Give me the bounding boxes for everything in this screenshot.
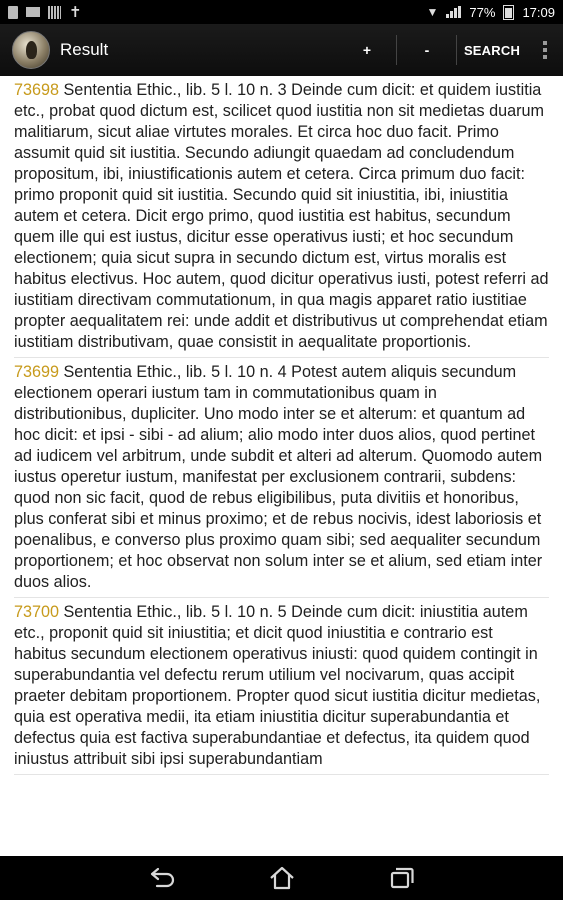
cross-icon: ✝ <box>69 3 82 21</box>
result-list[interactable] <box>0 76 563 856</box>
entry-text: Sententia Ethic., lib. 5 l. 10 n. 5 Deinde cum dicit: iniustitia autem etc., proponit quid sit iniustitia; et dicit quod iniustitia e contrario est habitus secundum electionem operativus iniusti: quod quidem contingit in superabundantia vel defectu rerum utilium vel nocivarum, quas accipit praeter debitam proportionem. Propter quod sicut iustitia dicitur medietas, quia est operativa medii, ita etiam iniustitia dicitur superabundantia et defectus quia est factiva superabundantiae et defectus, ita quidem quod iniustus attribuit sibi ipsi superabundantiam <box>14 603 541 768</box>
battery-percent: 77% <box>469 4 496 20</box>
entry-number: 73699 <box>14 363 60 381</box>
notification-icons <box>8 5 82 20</box>
home-button[interactable] <box>262 858 302 898</box>
back-icon <box>148 866 176 890</box>
divider <box>396 35 397 65</box>
entry-text: Sententia Ethic., lib. 5 l. 10 n. 4 Potest autem aliquis secundum electionem operari iustum tam in commutationibus quam in distributionibus, dupliciter. Uno modo inter se et alterum: et quantum ad hoc dicit: et ipsi - sibi - ad alium; alio modo inter duos alios, quod pertinet ad iudicem vel arbitrum, unde subdit et alteri ad alterum. Quomodo autem iustus operetur iustum, manifestat per exclusionem contrarii, subdens: quod non sic facit, quod de rebus eligibilibus, puta divitiis et honoribus, plus conferat sibi et minus proximo; et de rebus nocivis, idest laboriosis et poenalibus, e converso plus proximo quam sibi; sed aequaliter secundum proportionem; et hoc observat non solum inter se et alium, sed etiam inter duos alios. <box>14 363 543 591</box>
page-title: Result <box>60 40 109 59</box>
zoom-out-button[interactable]: - <box>424 42 430 58</box>
home-icon <box>268 866 296 890</box>
grid-icon <box>48 6 61 19</box>
system-icons <box>427 5 555 20</box>
overflow-menu-icon[interactable] <box>527 24 563 76</box>
navigation-bar <box>0 856 563 900</box>
zoom-in-button[interactable]: + <box>362 42 372 58</box>
entry-number: 73700 <box>14 603 60 621</box>
clock: 17:09 <box>522 4 555 20</box>
signal-icon <box>446 6 461 18</box>
mail-icon <box>26 7 40 17</box>
list-item[interactable] <box>14 76 549 358</box>
entry-text: Sententia Ethic., lib. 5 l. 10 n. 3 Deinde cum dicit: et quidem iustitia etc., probat quod dictum est, scilicet quod iustitia non sit medietas duarum malitiarum, sicut aliae virtutes morales. Et circa hoc duo facit. Primo assumit quid sit iustitia. Secundo adiungit quaedam ad concludendum propositum, ibi, iniustificationis autem et cetera. Circa primum duo facit: primo proponit quid sit iustitia. Secundo quid sit iniustitia, ibi, iniustitia autem et cetera. Dicit ergo primo, quod iustitia est habitus, secundum quem ille qui est iustus, dicitur esse operativus iusti; et hoc secundum electionem; quia sicut supra in secundo dictum est, virtus moralis est habitus electivus. Hoc autem, quod dicitur operativus iusti, potest referri ad iustitiam directivam commutationum, in qua magis apparet ratio iustitiae propter aequalitatem rei: unde addit et distributivus ut comprehendat etiam iustitiam distributivam, quae consistit in aequalitate proportionis. <box>14 81 549 351</box>
list-item[interactable] <box>14 358 549 598</box>
wifi-icon: ▼ <box>426 5 439 19</box>
entry-number: 73698 <box>14 81 60 99</box>
document-icon <box>8 6 18 19</box>
recent-apps-button[interactable] <box>382 858 422 898</box>
status-bar <box>0 0 563 24</box>
recent-apps-icon <box>388 866 416 890</box>
back-button[interactable] <box>142 858 182 898</box>
search-button[interactable]: SEARCH <box>463 42 521 58</box>
action-bar <box>0 24 563 76</box>
app-logo-icon[interactable] <box>12 31 50 69</box>
battery-icon <box>503 5 514 20</box>
list-item[interactable] <box>14 598 549 775</box>
